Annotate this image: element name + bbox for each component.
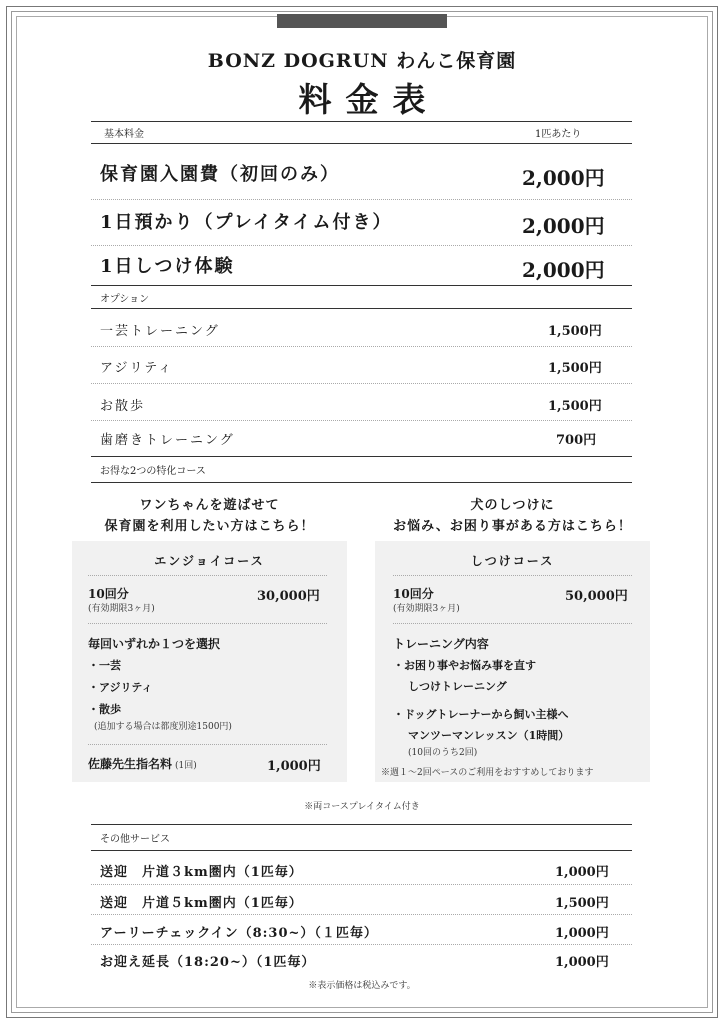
enjoy-list-item: ・一芸	[88, 659, 121, 672]
divider	[91, 824, 632, 825]
enjoy-additional-note: (追加する場合は都度別途1500円)	[94, 722, 232, 732]
top-bar	[277, 14, 447, 28]
divider	[91, 121, 632, 122]
other-item-price: 1,500円	[555, 896, 609, 911]
training-item: ・ドッグトレーナーから飼い主様へ	[393, 708, 569, 721]
dotted-divider	[393, 575, 632, 576]
dotted-divider	[88, 623, 327, 624]
basic-item-name: 保育園入園費（初回のみ）	[100, 164, 340, 185]
training-item: しつけトレーニング	[408, 680, 507, 693]
price-list-heading: 料金表	[298, 80, 440, 119]
option-item-name: 一芸トレーニング	[100, 324, 220, 339]
basic-item-name: 1日しつけ体験	[100, 256, 235, 277]
dotted-divider	[91, 420, 632, 421]
nominate-label	[88, 755, 197, 772]
enjoy-course-price: 30,000円	[257, 589, 320, 604]
divider	[91, 850, 632, 851]
dotted-divider	[91, 245, 632, 246]
dotted-divider	[91, 199, 632, 200]
nominate-unit: (1回)	[175, 761, 197, 771]
training-course-price: 50,000円	[565, 589, 628, 604]
training-course-count: 10回分	[393, 587, 434, 601]
enjoy-select-title: 毎回いずれか１つを選択	[88, 637, 221, 651]
training-course-title: しつけコース	[470, 554, 555, 568]
other-item-price: 1,000円	[555, 865, 609, 880]
other-item-name: アーリーチェックイン（8:30~）（１匹毎）	[100, 926, 378, 941]
option-section-label: オプション	[100, 294, 150, 305]
enjoy-list-item: ・アジリティ	[88, 681, 153, 694]
other-item-name: お迎え延長（18:20~）（1匹毎）	[100, 955, 316, 970]
basic-item-price: 2,000円	[522, 166, 605, 190]
option-item-price: 1,500円	[548, 361, 602, 376]
course-footnote: ※両コースプレイタイム付き	[304, 802, 420, 812]
dotted-divider	[91, 914, 632, 915]
dotted-divider	[91, 346, 632, 347]
divider	[91, 456, 632, 457]
page-title: BONZ DOGRUN わんこ保育園	[207, 50, 517, 72]
option-item-price: 700円	[556, 433, 597, 448]
dotted-divider	[88, 575, 327, 576]
basic-section-label: 基本料金	[104, 129, 144, 140]
divider	[91, 482, 632, 483]
enjoy-course-count: 10回分	[88, 587, 129, 601]
dotted-divider	[91, 944, 632, 945]
other-item-price: 1,000円	[555, 955, 609, 970]
nominate-label-text: 佐藤先生指名料	[88, 757, 173, 771]
option-item-name: 歯磨きトレーニング	[100, 433, 235, 448]
enjoy-course-title: エンジョイコース	[154, 554, 265, 568]
training-item: ・お困り事やお悩み事を直す	[393, 659, 536, 672]
training-course-validity: (有効期限3ヶ月)	[393, 604, 460, 614]
option-item-name: アジリティ	[100, 361, 174, 376]
unit-label: 1匹あたり	[535, 129, 582, 140]
basic-item-name: 1日預かり（プレイタイム付き）	[100, 212, 393, 233]
other-item-name: 送迎 片道３km圏内（1匹毎）	[100, 865, 303, 880]
basic-item-price: 2,000円	[522, 214, 605, 238]
dotted-divider	[91, 383, 632, 384]
enjoy-lead-line2: 保育園を利用したい方はこちら！	[104, 519, 315, 534]
enjoy-lead-line1: ワンちゃんを遊ばせて	[139, 498, 280, 513]
other-section-label: その他サービス	[100, 834, 170, 845]
tax-note: ※表示価格は税込みです。	[308, 981, 416, 991]
dotted-divider	[91, 884, 632, 885]
training-lead-line1: 犬のしつけに	[470, 498, 555, 513]
training-course-box	[375, 541, 650, 782]
option-item-price: 1,500円	[548, 324, 602, 339]
course-section-label: お得な2つの特化コース	[100, 466, 206, 477]
enjoy-course-box	[72, 541, 347, 782]
option-item-name: お散歩	[100, 399, 146, 414]
divider	[91, 308, 632, 309]
training-content-title: トレーニング内容	[393, 637, 489, 651]
training-item-note: (10回のうち2回)	[408, 748, 478, 758]
enjoy-list-item: ・散歩	[88, 703, 121, 716]
divider	[91, 285, 632, 286]
divider	[91, 143, 632, 144]
other-item-price: 1,000円	[555, 926, 609, 941]
option-item-price: 1,500円	[548, 399, 602, 414]
training-item: マンツーマンレッスン（1時間）	[408, 729, 570, 742]
basic-item-price: 2,000円	[522, 258, 605, 282]
dotted-divider	[393, 623, 632, 624]
enjoy-course-validity: (有効期限3ヶ月)	[88, 604, 155, 614]
dotted-divider	[88, 744, 327, 745]
training-recommend-note: ※週１～2回ペースのご利用をおすすめしております	[381, 768, 594, 778]
nominate-price: 1,000円	[267, 759, 321, 774]
other-item-name: 送迎 片道５km圏内（1匹毎）	[100, 896, 303, 911]
training-lead-line2: お悩み、お困り事がある方はこちら！	[393, 519, 632, 534]
